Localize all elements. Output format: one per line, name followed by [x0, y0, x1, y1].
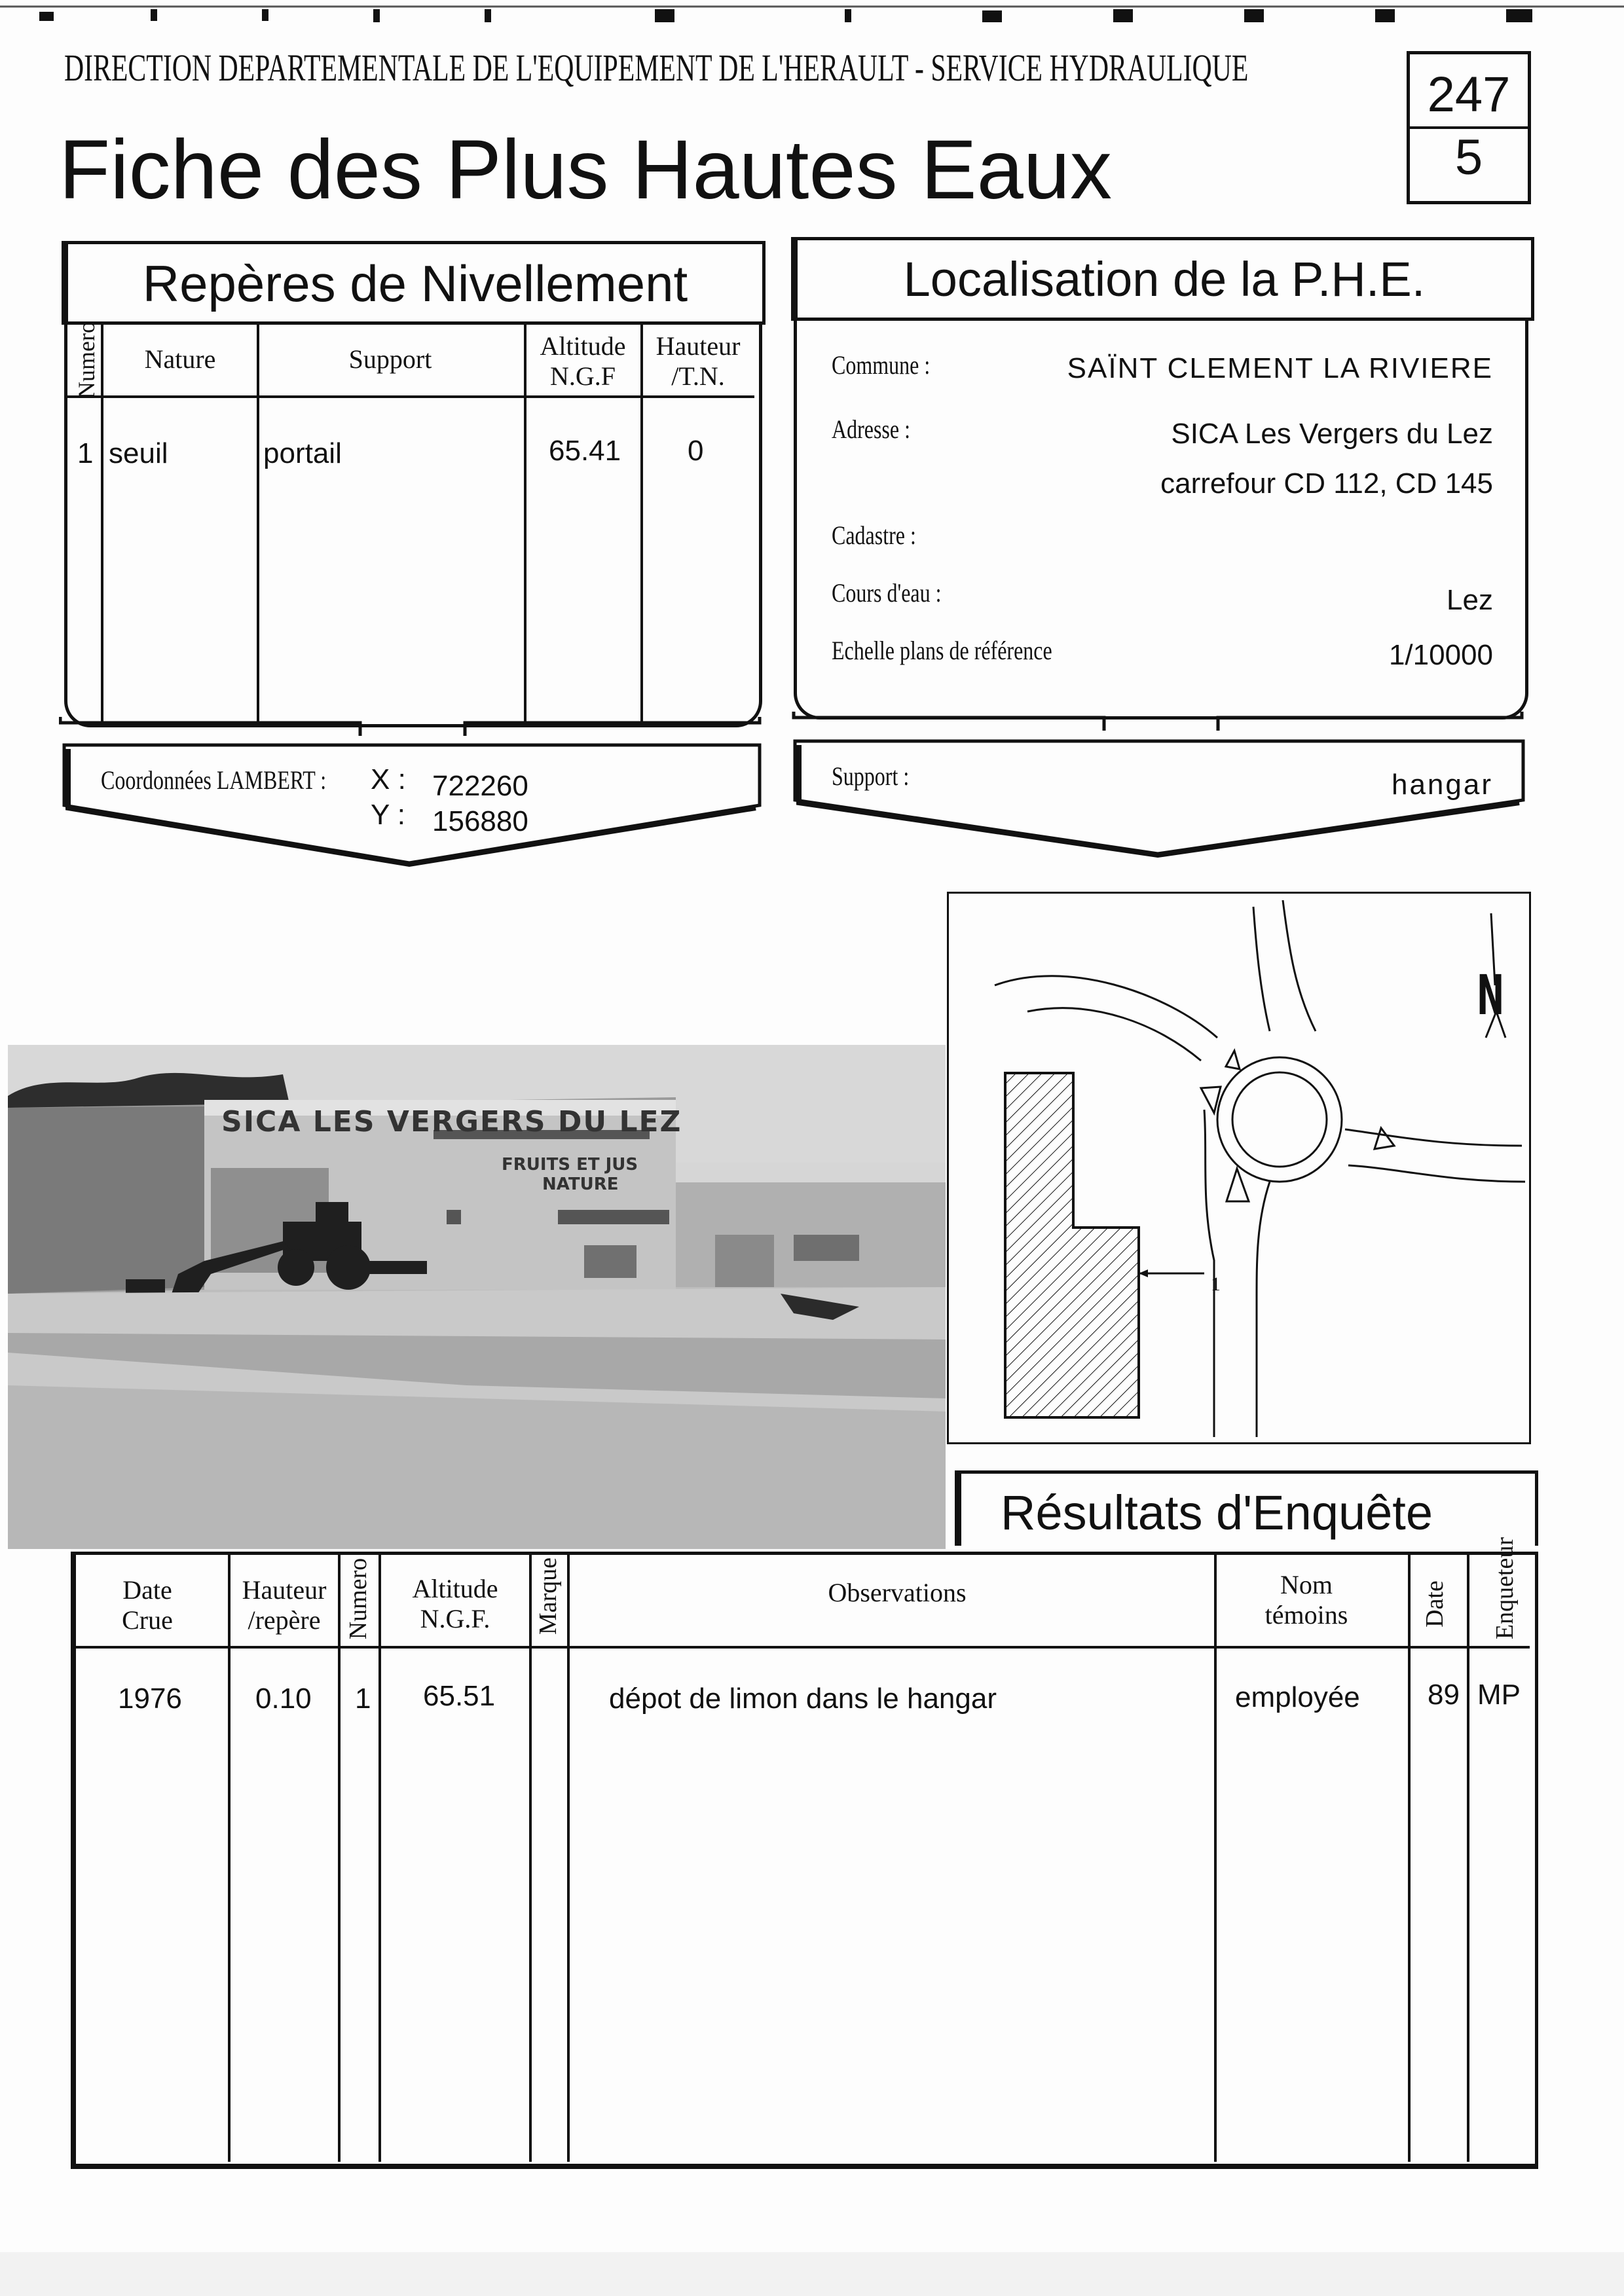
reperes-col-hauteur: Hauteur /T.N.	[655, 331, 741, 391]
resultats-row-altitude: 65.51	[423, 1680, 496, 1712]
resultats-row-date-crue: 1976	[118, 1683, 182, 1715]
echelle-value: 1/10000	[1388, 639, 1493, 671]
site-photo	[8, 1045, 946, 1549]
cours-value: Lez	[1447, 584, 1493, 616]
code-box	[1407, 51, 1531, 204]
resultats-col-line	[338, 1553, 341, 2162]
resultats-col-line	[228, 1553, 231, 2162]
lambert-y-label: Y :	[371, 799, 406, 831]
cours-label: Cours d'eau :	[832, 578, 942, 608]
adresse-line2: carrefour CD 112, CD 145	[1160, 467, 1493, 500]
resultats-table	[71, 1552, 1538, 2169]
resultats-row-observations: dépot de limon dans le hangar	[609, 1683, 997, 1715]
resultats-col-line	[378, 1553, 381, 2162]
resultats-col-enqueteur: Enqueteur	[1491, 1537, 1519, 1640]
reperes-header-line	[65, 395, 754, 398]
support-value: hangar	[1391, 769, 1493, 801]
reperes-row-numero: 1	[77, 437, 94, 469]
reperes-col-line	[257, 323, 259, 724]
photo-sign-main: SICA LES VERGERS DU LEZ	[221, 1105, 682, 1139]
map-drawing	[949, 894, 1529, 1442]
echelle-label: Echelle plans de référence	[832, 636, 1052, 665]
resultats-col-line	[1467, 1553, 1469, 2162]
resultats-col-observations: Observations	[828, 1578, 967, 1607]
resultats-col-hauteur: Hauteur /repère	[242, 1575, 327, 1635]
reperes-title-band	[62, 241, 766, 325]
support-arrow-box	[790, 736, 1530, 867]
binder-strip	[0, 0, 1624, 26]
scan-bottom-edge	[0, 2252, 1624, 2296]
code-top: 247	[1427, 67, 1511, 122]
reperes-col-nature: Nature	[144, 344, 216, 374]
reperes-col-line	[101, 323, 103, 724]
lambert-y-value: 156880	[432, 805, 528, 837]
commune-label: Commune :	[832, 350, 931, 380]
reperes-col-numero: Numero	[73, 321, 100, 399]
code-bottom: 5	[1454, 130, 1483, 185]
commune-value: SAÏNT CLEMENT LA RIVIERE	[1067, 352, 1493, 384]
adresse-label: Adresse :	[832, 414, 910, 444]
code-divider	[1410, 126, 1528, 129]
reperes-row-altitude: 65.41	[549, 435, 621, 467]
resultats-title-band	[955, 1470, 1538, 1546]
reperes-col-support: Support	[348, 344, 432, 374]
lambert-arrow-box	[59, 740, 766, 871]
reperes-title: Repères de Nivellement	[142, 255, 688, 312]
resultats-row-enqueteur: MP	[1477, 1679, 1521, 1711]
north-label: N	[1477, 963, 1505, 1027]
localisation-title: Localisation de la P.H.E.	[903, 252, 1426, 306]
cadastre-label: Cadastre :	[832, 520, 916, 550]
resultats-col-line	[529, 1553, 532, 2162]
resultats-col-marque: Marque	[534, 1557, 562, 1635]
reperes-row-support: portail	[263, 437, 342, 469]
resultats-col-nom: Nom témoins	[1264, 1570, 1348, 1630]
resultats-col-line	[567, 1553, 570, 2162]
lambert-x-label: X :	[371, 763, 406, 795]
lambert-label: Coordonnées LAMBERT :	[101, 765, 327, 795]
direction-heading: DIRECTION DEPARTEMENTALE DE L'EQUIPEMENT DE L'HERAULT - SERVICE HYDRAULIQUE	[64, 46, 1249, 89]
reperes-row-nature: seuil	[109, 437, 168, 469]
resultats-col-date-crue: Date Crue	[122, 1575, 173, 1635]
resultats-col-line	[1214, 1553, 1217, 2162]
map-marker-number: 1	[1211, 1273, 1221, 1295]
reperes-row-hauteur: 0	[688, 435, 704, 467]
adresse-line1: SICA Les Vergers du Lez	[1171, 418, 1493, 450]
resultats-header-line	[73, 1646, 1530, 1649]
resultats-row-numero: 1	[355, 1683, 371, 1715]
photo-sign-sub1: FRUITS ET JUS	[502, 1155, 638, 1175]
reperes-col-altitude: Altitude N.G.F	[540, 331, 626, 391]
lambert-x-value: 722260	[432, 770, 528, 802]
resultats-col-date: Date	[1421, 1580, 1449, 1628]
location-map	[947, 892, 1531, 1444]
resultats-col-numero: Numero	[344, 1558, 372, 1640]
resultats-title: Résultats d'Enquête	[1001, 1485, 1433, 1540]
reperes-col-line	[524, 323, 526, 724]
resultats-col-altitude: Altitude N.G.F.	[412, 1574, 498, 1633]
binder-holes	[0, 0, 1624, 26]
resultats-row-nom: employée	[1235, 1681, 1360, 1713]
resultats-col-line	[1408, 1553, 1411, 2162]
resultats-row-hauteur: 0.10	[255, 1683, 312, 1715]
photo-sign-sub2: NATURE	[542, 1175, 619, 1194]
support-label: Support :	[832, 761, 910, 791]
resultats-row-date: 89	[1428, 1679, 1460, 1711]
page-title: Fiche des Plus Hautes Eaux	[59, 123, 1112, 217]
localisation-title-band	[791, 237, 1534, 321]
reperes-col-line	[640, 323, 643, 724]
